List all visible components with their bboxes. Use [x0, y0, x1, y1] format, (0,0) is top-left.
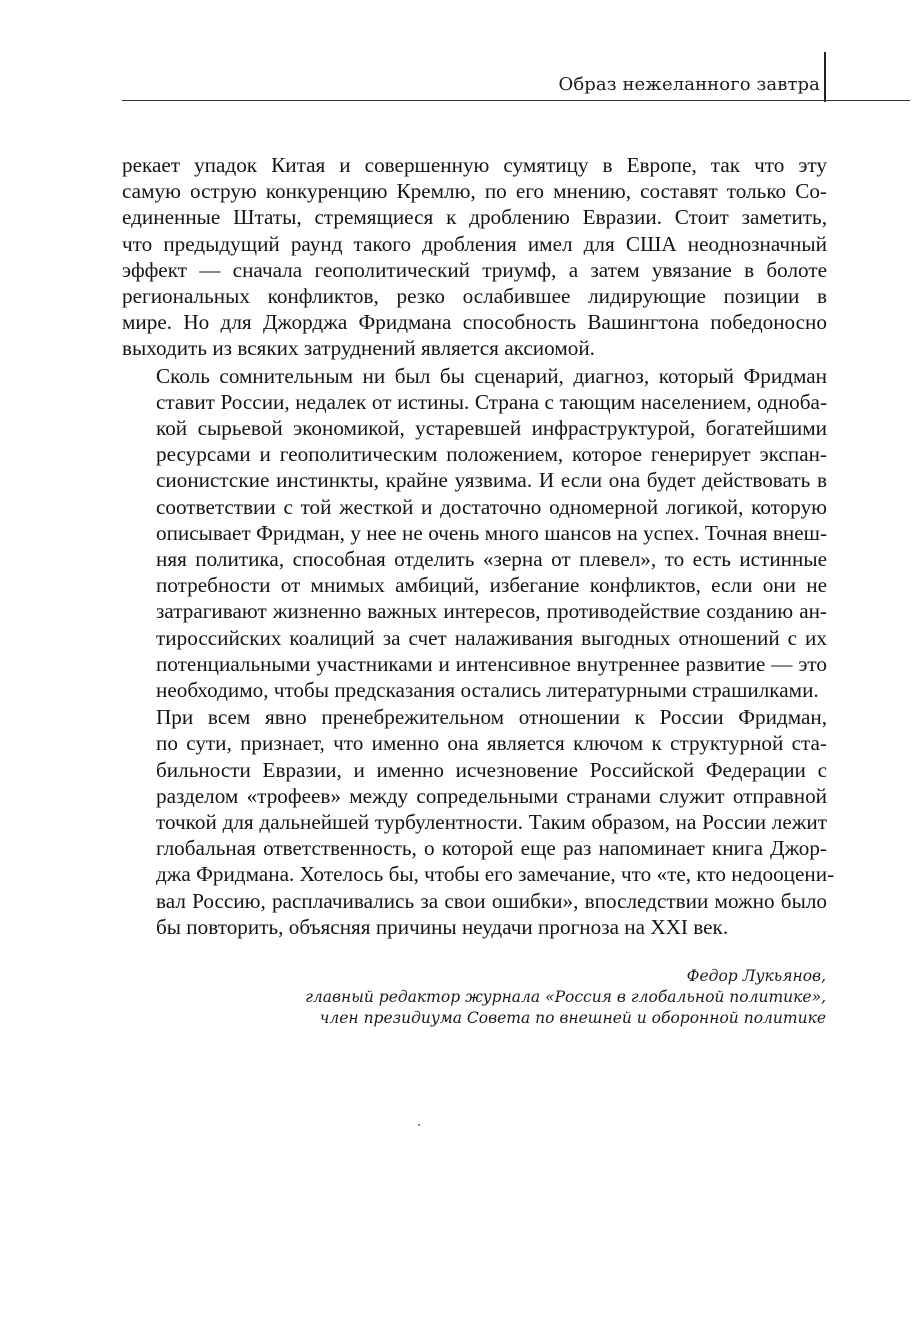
body-text: [122, 152, 835, 940]
running-head-vertical-rule: [824, 52, 826, 102]
text-line: тироссийских коалиций за счет налаживания выгодных отношений с их: [156, 625, 827, 650]
text-line: джа Фридмана. Хотелось бы, чтобы его замечание, что «те, кто недооцени-: [156, 862, 835, 887]
text-line: сионистские инстинкты, крайне уязвима. И если она будет действовать в: [156, 468, 827, 493]
running-head-rule: [122, 100, 910, 101]
text-line: по сути, признает, что именно она является ключом к структурной ста-: [156, 731, 827, 756]
text-line: Сколь сомнительным ни был бы сценарий, диагноз, который Фридман: [156, 363, 827, 388]
text-line: что предыдущий раунд такого дробления имел для США неоднозначный: [122, 231, 827, 256]
running-head: [0, 0, 920, 110]
text-line: точкой для дальнейшей турбулентности. Таким образом, на России лежит: [156, 810, 827, 835]
text-line: бильности Евразии, и именно исчезновение Российской Федерации с: [156, 757, 827, 782]
page-speck: [418, 1124, 420, 1126]
text-line: кой сырьевой экономикой, устаревшей инфраструктурой, богатейшими: [156, 416, 827, 441]
text-line: затрагивают жизненно важных интересов, противодействие созданию ан-: [156, 599, 827, 624]
text-line: необходимо, чтобы предсказания остались литературными страшилками.: [156, 678, 819, 703]
paragraph-2: [122, 363, 827, 704]
running-head-title: Образ нежеланного завтра: [558, 74, 820, 95]
author-role: член президиума Совета по внешней и оборонной политике: [319, 1009, 826, 1027]
paragraph-3: [122, 704, 835, 940]
paragraph-1: [122, 152, 827, 362]
text-line: описывает Фридман, у нее не очень много шансов на успех. Точная внеш-: [156, 520, 827, 545]
text-line: потребности от мнимых амбиций, избегание конфликтов, если они не: [156, 573, 827, 598]
text-line: ресурсами и геополитическим положением, которое генерирует экспан-: [156, 442, 827, 467]
text-line: единенные Штаты, стремящиеся к дроблению Евразии. Стоит заметить,: [122, 205, 827, 230]
text-line: глобальная ответственность, о которой еще раз напоминает книга Джор-: [156, 836, 827, 861]
text-line: региональных конфликтов, резко ослабившее лидирующие позиции в: [122, 284, 827, 309]
text-line: выходить из всяких затруднений является аксиомой.: [122, 336, 595, 361]
text-line: самую острую конкуренцию Кремлю, по его мнению, составят только Со-: [122, 179, 827, 204]
author-signature: [226, 966, 826, 1029]
author-name: Федор Лукьянов,: [686, 967, 826, 985]
text-line: рекает упадок Китая и совершенную сумятицу в Европе, так что эту: [122, 153, 827, 177]
text-line: ставит России, недалек от истины. Страна с тающим населением, одноба-: [156, 389, 827, 414]
text-line: соответствии с той жесткой и достаточно одномерной логикой, которую: [156, 494, 827, 519]
text-line: бы повторить, объясняя причины неудачи прогноза на XXI век.: [156, 914, 729, 939]
text-line: няя политика, способная отделить «зерна от плевел», то есть истинные: [156, 547, 827, 572]
author-role: главный редактор журнала «Россия в глобальной политике»,: [305, 988, 826, 1006]
text-line: разделом «трофеев» между сопредельными странами служит отправной: [156, 783, 827, 808]
text-line: При всем явно пренебрежительном отношении к России Фридман,: [156, 705, 827, 730]
text-line: мире. Но для Джорджа Фридмана способность Вашингтона победоносно: [122, 310, 827, 335]
text-line: эффект — сначала геополитический триумф, а затем увязание в болоте: [122, 257, 827, 282]
text-line: вал Россию, расплачивались за свои ошибки», впоследствии можно было: [156, 888, 827, 913]
text-line: потенциальными участниками и интенсивное внутреннее развитие — это: [156, 651, 827, 676]
